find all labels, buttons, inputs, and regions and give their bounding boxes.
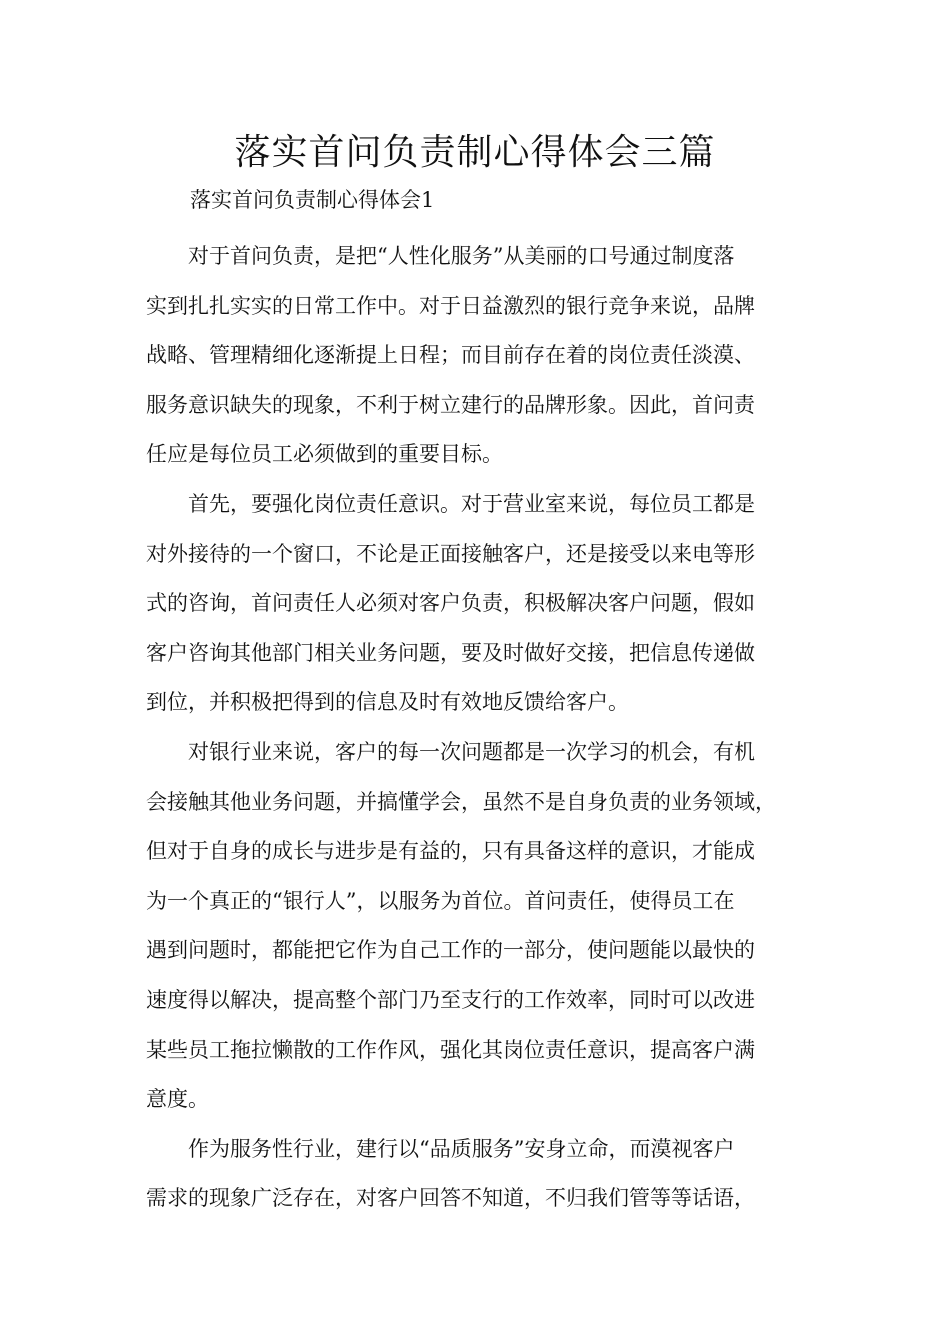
paragraph	[146, 480, 806, 728]
paragraph-line: 但对于自身的成长与进步是有益的，只有具备这样的意识，才能成	[146, 839, 755, 864]
paragraph-line: 式的咨询，首问责任人必须对客户负责，积极解决客户问题，假如	[146, 591, 755, 616]
paragraph-line: 速度得以解决，提高整个部门乃至支行的工作效率，同时可以改进	[146, 987, 755, 1012]
paragraph	[146, 1125, 806, 1224]
paragraph-line: 对银行业来说，客户的每一次问题都是一次学习的机会，有机	[188, 739, 755, 764]
paragraph-line: 战略、管理精细化逐渐提上日程；而目前存在着的岗位责任淡漠、	[146, 343, 755, 368]
paragraph-line: 实到扎扎实实的日常工作中。对于日益激烈的银行竞争来说，品牌	[146, 293, 755, 318]
paragraph-line: 意度。	[146, 1087, 209, 1112]
paragraph-line: 客户咨询其他部门相关业务问题，要及时做好交接，把信息传递做	[146, 640, 755, 665]
document-body	[146, 232, 806, 1224]
paragraph-line: 会接触其他业务问题，并搞懂学会，虽然不是自身负责的业务领域，	[146, 789, 776, 814]
paragraph-line: 需求的现象广泛存在，对客户回答不知道，不归我们管等等话语，	[146, 1186, 755, 1211]
paragraph-line: 作为服务性行业，建行以“品质服务”安身立命，而漠视客户	[188, 1136, 735, 1161]
paragraph	[146, 728, 806, 1125]
document-title: 落实首问负责制心得体会三篇	[234, 132, 716, 173]
paragraph-line: 任应是每位员工必须做到的重要目标。	[146, 442, 503, 467]
paragraph-line: 遇到问题时，都能把它作为自己工作的一部分，使问题能以最快的	[146, 938, 755, 963]
paragraph-line: 某些员工拖拉懒散的工作作风，强化其岗位责任意识，提高客户满	[146, 1037, 755, 1062]
paragraph-line: 首先，要强化岗位责任意识。对于营业室来说，每位员工都是	[188, 491, 755, 516]
paragraph-line: 对外接待的一个窗口，不论是正面接触客户，还是接受以来电等形	[146, 541, 755, 566]
paragraph-line: 为一个真正的“银行人”，以服务为首位。首问责任，使得员工在	[146, 888, 735, 913]
paragraph-line: 服务意识缺失的现象，不利于树立建行的品牌形象。因此，首问责	[146, 392, 755, 417]
paragraph-line: 对于首问负责，是把“人性化服务”从美丽的口号通过制度落	[188, 244, 735, 268]
section-heading: 落实首问负责制心得体会1	[190, 188, 435, 212]
paragraph	[146, 232, 806, 480]
paragraph-line: 到位，并积极把得到的信息及时有效地反馈给客户。	[146, 690, 629, 715]
